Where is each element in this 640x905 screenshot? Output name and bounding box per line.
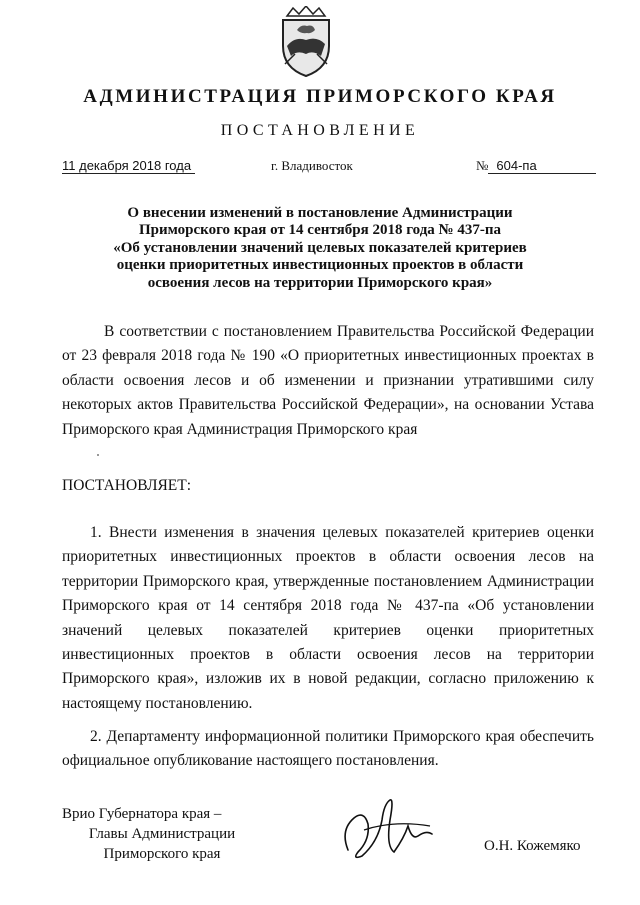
decree-word: ПОСТАНОВЛЯЕТ: bbox=[62, 477, 192, 494]
text-line: официальное опубликование настоящего постановления. bbox=[62, 752, 439, 770]
text-line: от 23 февраля 2018 года № 190 «О приоритетных инвестиционных проектах в bbox=[62, 347, 594, 365]
handwritten-signature-icon bbox=[334, 790, 444, 870]
position-line: Врио Губернатора края – bbox=[62, 806, 222, 822]
coat-of-arms-icon bbox=[275, 6, 337, 80]
text-line: 2. Департаменту информационной политики Приморского края обеспечить bbox=[90, 728, 594, 745]
title-line: О внесении изменений в постановление Администрации bbox=[127, 205, 513, 221]
text-line: приоритетных инвестиционных проектов в области освоения лесов на bbox=[62, 548, 594, 566]
text-line: Приморского края от 14 сентября 2018 года № 437-па «Об установлении bbox=[62, 597, 594, 615]
position-line: Приморского края bbox=[103, 846, 221, 862]
text-line: инвестиционных проектов в области освоения лесов на территории bbox=[62, 646, 594, 664]
text-line: Приморского края Администрация Приморского края bbox=[62, 420, 418, 438]
text-line: значений целевых показателей критериев оценки приоритетных bbox=[62, 621, 594, 639]
title-line: Приморского края от 14 сентября 2018 года № 437-па bbox=[138, 222, 501, 239]
text-line: Приморского края», изложив их в новой редакции, согласно приложению к bbox=[62, 670, 594, 688]
document-city: г. Владивосток bbox=[271, 158, 353, 173]
title-line: освоения лесов на территории Приморского края» bbox=[147, 274, 493, 291]
number-prefix: № bbox=[476, 158, 489, 173]
item-1-paragraph bbox=[62, 521, 594, 716]
text-line: некоторых актов Правительства Российской Федерации», на основании Устава bbox=[62, 396, 594, 414]
item-2-paragraph bbox=[62, 725, 594, 774]
text-line: В соответствии с постановлением Правительства Российской Федерации bbox=[104, 323, 594, 340]
text-line: настоящему постановлению. bbox=[62, 694, 253, 712]
signatory-name: О.Н. Кожемяко bbox=[484, 838, 581, 854]
position-line: Главы Администрации bbox=[88, 826, 236, 842]
text-line: территории Приморского края, утвержденные постановлением Администрации bbox=[62, 572, 594, 590]
signatory-position bbox=[62, 804, 262, 864]
title-line: оценки приоритетных инвестиционных проектов в области bbox=[116, 257, 524, 274]
text-line: области освоения лесов и об изменении и признании утратившими силу bbox=[62, 371, 594, 389]
text-line: 1. Внести изменения в значения целевых показателей критериев оценки bbox=[90, 524, 594, 541]
document-number bbox=[476, 158, 596, 174]
number-value: 604-па bbox=[488, 158, 596, 174]
document-title bbox=[70, 205, 570, 292]
document-type: ПОСТАНОВЛЕНИЕ bbox=[220, 122, 420, 139]
organization-name: АДМИНИСТРАЦИЯ ПРИМОРСКОГО КРАЯ bbox=[83, 86, 557, 107]
document-date: 11 декабря 2018 года bbox=[62, 158, 195, 174]
preamble-paragraph bbox=[62, 320, 594, 442]
title-line: «Об установлении значений целевых показателей критериев bbox=[113, 239, 527, 256]
scan-speck bbox=[97, 454, 99, 456]
